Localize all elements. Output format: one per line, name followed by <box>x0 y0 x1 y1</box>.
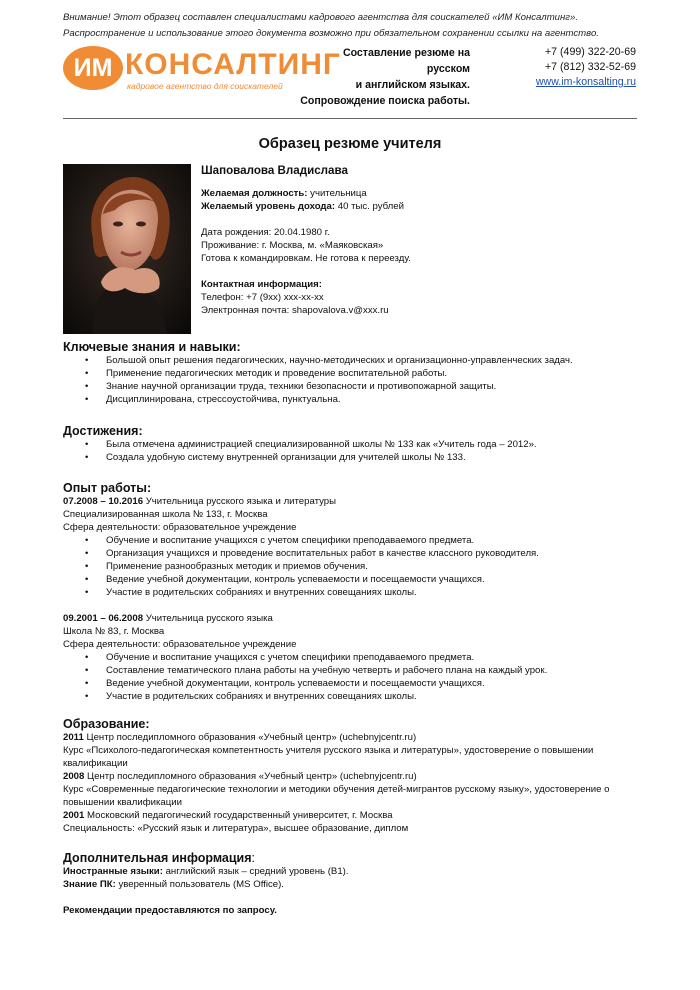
contact-info-label: Контактная информация: <box>201 279 322 290</box>
job-organization: Школа № 83, г. Москва <box>63 626 165 637</box>
achievements-section <box>63 424 643 464</box>
list-item: • Применение педагогических методик и проведение воспитательной работы. <box>63 367 643 380</box>
experience-heading: Опыт работы: <box>63 481 152 495</box>
education-text: Центр последипломного образования «Учебный центр» (uchebnyjcentr.ru) <box>83 732 417 743</box>
skills-heading: Ключевые знания и навыки: <box>63 340 241 354</box>
pc-skills-value: уверенный пользователь (MS Office). <box>115 879 284 890</box>
list-item: • Участие в родительских собраниях и внутренних совещаниях школы. <box>63 690 643 703</box>
desired-income-label: Желаемый уровень дохода: <box>201 201 336 212</box>
achievements-heading: Достижения: <box>63 424 143 438</box>
list-item: • Создала удобную систему внутренней организации для учителей школы № 133. <box>63 451 643 464</box>
logo-mark: ИМ <box>63 46 123 90</box>
education-entry <box>63 809 643 822</box>
notice-line: Распространение и использование этого документа возможно при обязательном сохранении ссылки на агентство. <box>63 28 599 39</box>
education-entry <box>63 822 643 835</box>
desired-income-value: 40 тыс. рублей <box>335 201 404 212</box>
education-entry <box>63 744 643 770</box>
list-item: • Организация учащихся и проведение воспитательных работ в качестве классного руководителя. <box>63 547 643 560</box>
education-year: 2001 <box>63 810 85 821</box>
skills-section <box>63 340 643 406</box>
candidate-email: Электронная почта: shapovalova.v@xxx.ru <box>201 305 389 316</box>
personal-info <box>201 164 631 317</box>
candidate-phone: Телефон: +7 (9хх) ххх-хх-хх <box>201 292 324 303</box>
birth-date: Дата рождения: 20.04.1980 г. <box>201 227 330 238</box>
list-item: • Знание научной организации труда, техники безопасности и противопожарной защиты. <box>63 380 643 393</box>
job-period: 07.2008 – 10.2016 <box>63 496 144 507</box>
list-item: • Составление тематического плана работы на учебную четверть и рабочего плана на каждый урок. <box>63 664 643 677</box>
agency-contacts <box>500 45 636 90</box>
skills-list <box>63 354 643 406</box>
languages-value: английский язык – средний уровень (B1). <box>162 866 349 877</box>
pc-skills <box>63 878 643 891</box>
desired-position-value: учительница <box>307 188 367 199</box>
logo-word: КОНСАЛТИНГ <box>125 48 341 81</box>
achievements-list <box>63 438 643 464</box>
pc-skills-label: Знание ПК: <box>63 879 116 890</box>
residence: Проживание: г. Москва, м. «Маяковская» <box>201 240 384 251</box>
logo-tagline: кадровое агентство для соискателей <box>127 81 283 91</box>
recommendations-note: Рекомендации предоставляются по запросу. <box>63 905 277 916</box>
desired-position <box>201 187 631 200</box>
candidate-photo <box>63 164 191 334</box>
services-line: Сопровождение поиска работы. <box>300 95 470 107</box>
list-item: • Большой опыт решения педагогических, научно-методических и организационно-управленческих задач. <box>63 354 643 367</box>
job-duties <box>63 534 643 599</box>
header-divider <box>63 118 637 119</box>
education-entry <box>63 770 643 783</box>
list-item: • Применение разнообразных методик и приемов обучения. <box>63 560 643 573</box>
job-duties <box>63 651 643 703</box>
education-heading: Образование: <box>63 717 150 731</box>
notice-line: Внимание! Этот образец составлен специалистами кадрового агентства для соискателей «ИМ Консалтинг». <box>63 12 579 23</box>
job-entry <box>63 495 643 599</box>
education-entry <box>63 731 643 744</box>
additional-heading-colon: : <box>251 851 256 865</box>
services-text <box>298 45 470 109</box>
job-field: Сфера деятельности: образовательное учреждение <box>63 639 297 650</box>
list-item: • Обучение и воспитание учащихся с учетом специфики преподаваемого предмета. <box>63 534 643 547</box>
candidate-name: Шаповалова Владислава <box>201 164 348 177</box>
page-title: Образец резюме учителя <box>258 136 442 152</box>
relocation-info: Готова к командировкам. Не готова к переезду. <box>201 253 411 264</box>
education-text: Московский педагогический государственный университет, г. Москва <box>84 810 393 821</box>
education-text: Специальность: «Русский язык и литература», высшее образование, диплом <box>63 823 409 834</box>
education-text: Курс «Современные педагогические технологии и методики обучения детей-мигрантов русскому языку», удостоверение о повышении квалификации <box>63 784 610 808</box>
agency-website-link[interactable]: www.im-konsalting.ru <box>535 76 636 88</box>
languages <box>63 865 643 878</box>
job-field: Сфера деятельности: образовательное учреждение <box>63 522 297 533</box>
list-item: • Ведение учебной документации, контроль успеваемости и посещаемости учащихся. <box>63 677 643 690</box>
job-organization: Специализированная школа № 133, г. Москва <box>63 509 268 520</box>
services-line: Составление резюме на русском <box>342 47 470 75</box>
job-role: Учительница русского языка и литературы <box>143 496 337 507</box>
list-item: • Участие в родительских собраниях и внутренних совещаниях школы. <box>63 586 643 599</box>
job-role: Учительница русского языка <box>143 613 273 624</box>
additional-section <box>63 851 643 917</box>
languages-label: Иностранные языки: <box>63 866 163 877</box>
agency-logo <box>63 46 341 94</box>
education-year: 2011 <box>63 732 84 743</box>
experience-section <box>63 481 643 703</box>
agency-phone-msk: +7 (499) 322-20-69 <box>545 46 636 58</box>
agency-phone-spb: +7 (812) 332-52-69 <box>545 61 636 73</box>
education-section <box>63 717 643 835</box>
education-text: Центр последипломного образования «Учебный центр» (uchebnyjcentr.ru) <box>84 771 417 782</box>
list-item: • Была отмечена администрацией специализированной школы № 133 как «Учитель года – 2012». <box>63 438 643 451</box>
education-text: Курс «Психолого-педагогическая компетентность учителя русского языка и литературы», удостоверение о повышении квалификации <box>63 745 594 769</box>
job-period: 09.2001 – 06.2008 <box>63 613 144 624</box>
list-item: • Дисциплинирована, стрессоустойчива, пунктуальна. <box>63 393 643 406</box>
list-item: • Обучение и воспитание учащихся с учетом специфики преподаваемого предмета. <box>63 651 643 664</box>
desired-income <box>201 200 631 213</box>
education-year: 2008 <box>63 771 85 782</box>
additional-heading-text: Дополнительная информация <box>63 851 252 865</box>
desired-position-label: Желаемая должность: <box>201 188 308 199</box>
copyright-notice <box>63 10 663 42</box>
list-item: • Ведение учебной документации, контроль успеваемости и посещаемости учащихся. <box>63 573 643 586</box>
education-entry <box>63 783 643 809</box>
job-entry <box>63 612 643 703</box>
services-line: и английском языках. <box>355 79 470 91</box>
additional-heading <box>63 851 643 865</box>
